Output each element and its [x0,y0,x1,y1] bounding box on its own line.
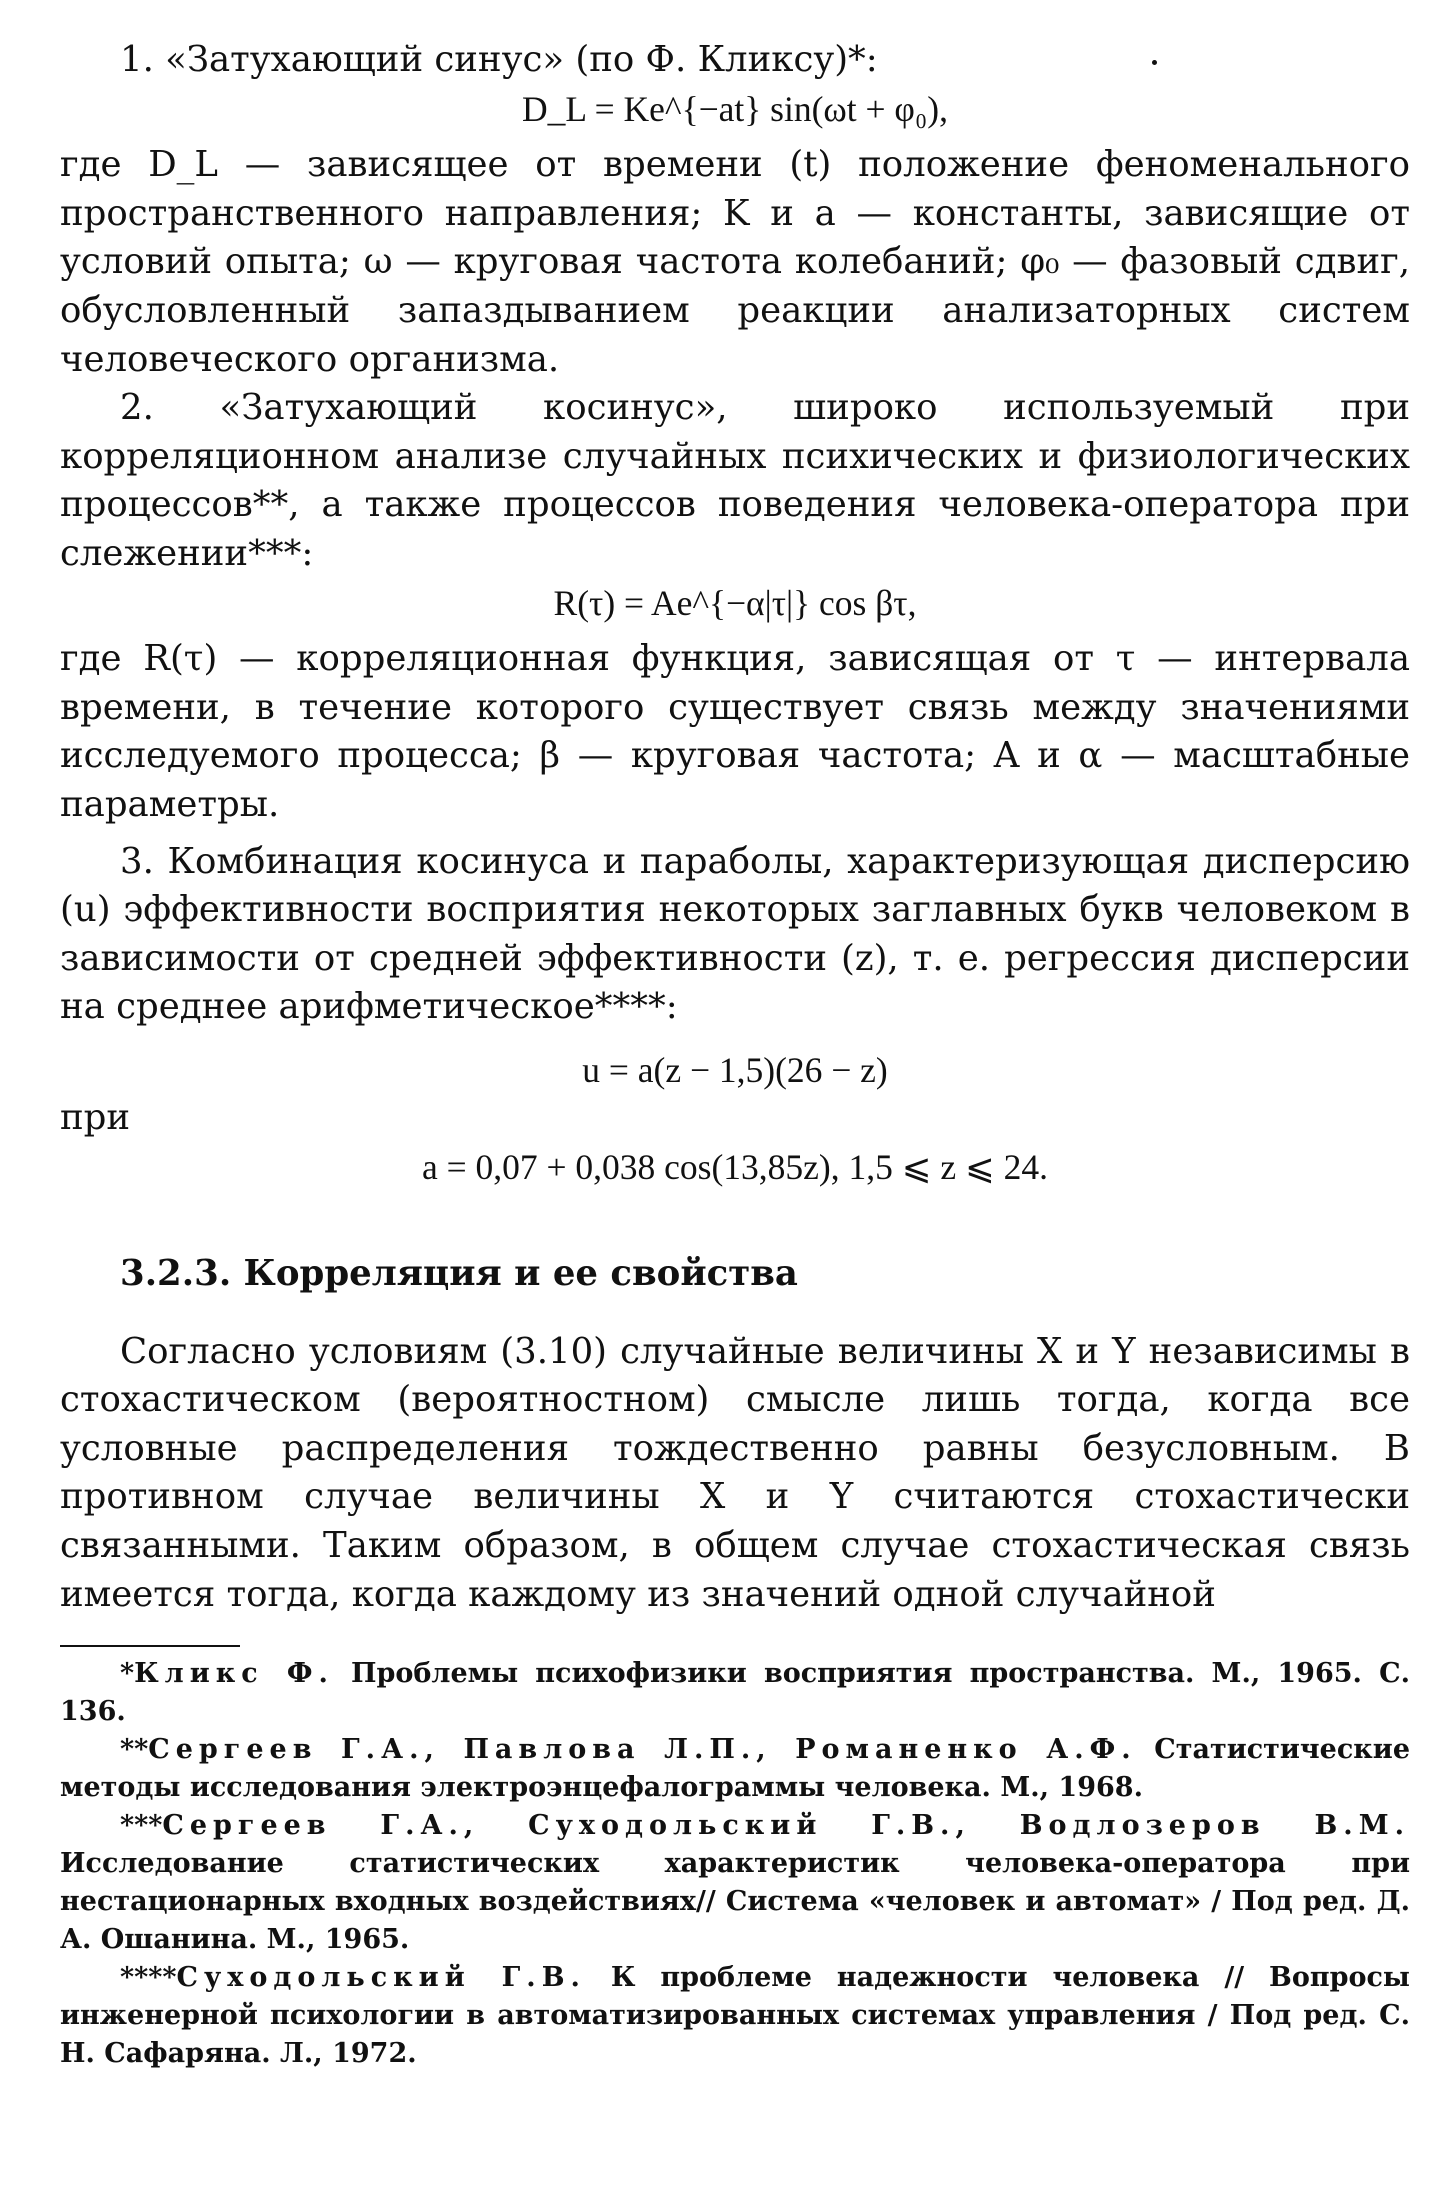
footnote-4-author: Суходольский Г.В. [176,1962,586,1994]
section-paragraph: Согласно условиям (3.10) случайные величины X и Y независимы в стохастическом (вероятностном) смысле лишь тогда, когда все условные распределения тождественно равны безусловным. В противном случае величины X и Y считаются стохастически связанными. Таким образом, в общем случае стохастическая связь имеется тогда, когда каждому из значений одной случайной [60,1330,1410,1615]
formula-damped-sine-text: D_L = Ke^{−at} sin(ωt + φ₀), [522,88,948,129]
formula-a-definition [60,1143,1410,1192]
footnote-rule [60,1645,240,1647]
footnote-3-mark: *** [120,1810,163,1842]
formula-cos-parabola-text: u = a(z − 1,5)(26 − z) [582,1049,888,1090]
formula-damped-cosine-text: R(τ) = Ae^{−α|τ|} cos βτ, [553,582,917,623]
footnote-1-mark: * [120,1658,135,1690]
footnote-3-author: Сергеев Г.А., Суходольский Г.В., Водлозеров В.М. [162,1810,1410,1842]
footnote-1-text: Проблемы психофизики восприятия пространства. М., 1965. С. 136. [60,1658,1410,1728]
formula-damped-sine [60,85,1410,134]
formula-cos-parabola [60,1046,1410,1095]
item-2-description: где R(τ) — корреляционная функция, зависящая от τ — интервала времени, в течение которого существует связь между значениями исследуемого процесса; β — круговая частота; A и α — масштабные параметры. [60,638,1410,825]
footnote-4-text: К проблеме надежности человека // Вопросы инженерной психологии в автоматизированных системах управления / Под ред. С. Н. Сафаряна. Л., 1972. [60,1962,1410,2070]
footnote-3-text: Исследование статистических характеристик человека-оператора при нестационарных входных воздействиях// Система «человек и автомат» / Под ред. Д. А. Ошанина. М., 1965. [60,1848,1410,1956]
item-2-intro: 2. «Затухающий косинус», широко используемый при корреляционном анализе случайных психических и физиологических процессов**, а также процессов поведения человека-оператора при слежении***: [60,387,1410,574]
section-heading: 3.2.3. Корреляция и ее свойства [120,1252,798,1294]
footnote-2-mark: ** [120,1734,149,1766]
item-1-description: где D_L — зависящее от времени (t) положение феноменального пространственного направления; K и a — константы, зависящие от условий опыта; ω — круговая частота колебаний; φ₀ — фазовый сдвиг, обусловленный запаздыванием реакции анализаторных систем человеческого организма. [60,144,1410,380]
footnote-1-author: Кликс Ф. [134,1658,334,1690]
footnote-1 [60,1655,1410,1731]
footnote-3 [60,1807,1410,1959]
document-page [60,36,1410,2073]
item-1-intro: 1. «Затухающий синус» (по Ф. Кликсу)*: [120,39,878,80]
footnote-4 [60,1959,1410,2073]
pri-word: при [60,1097,131,1139]
footnote-2-author: Сергеев Г.А., Павлова Л.П., Романенко А.Ф. [148,1734,1137,1766]
footnote-2 [60,1731,1410,1807]
footnote-4-mark: **** [120,1962,177,1994]
footnote-2-text: Статистические методы исследования электроэнцефалограммы человека. М., 1968. [60,1734,1410,1804]
formula-a-definition-text: a = 0,07 + 0,038 cos(13,85z), 1,5 ⩽ z ⩽ 24. [421,1147,1049,1188]
formula-damped-cosine [60,579,1410,628]
item-3-intro: 3. Комбинация косинуса и параболы, характеризующая дисперсию (u) эффективности восприятия некоторых заглавных букв человеком в зависимости от средней эффективности (z), т. е. регрессия дисперсии на среднее арифметическое****: [60,840,1410,1028]
